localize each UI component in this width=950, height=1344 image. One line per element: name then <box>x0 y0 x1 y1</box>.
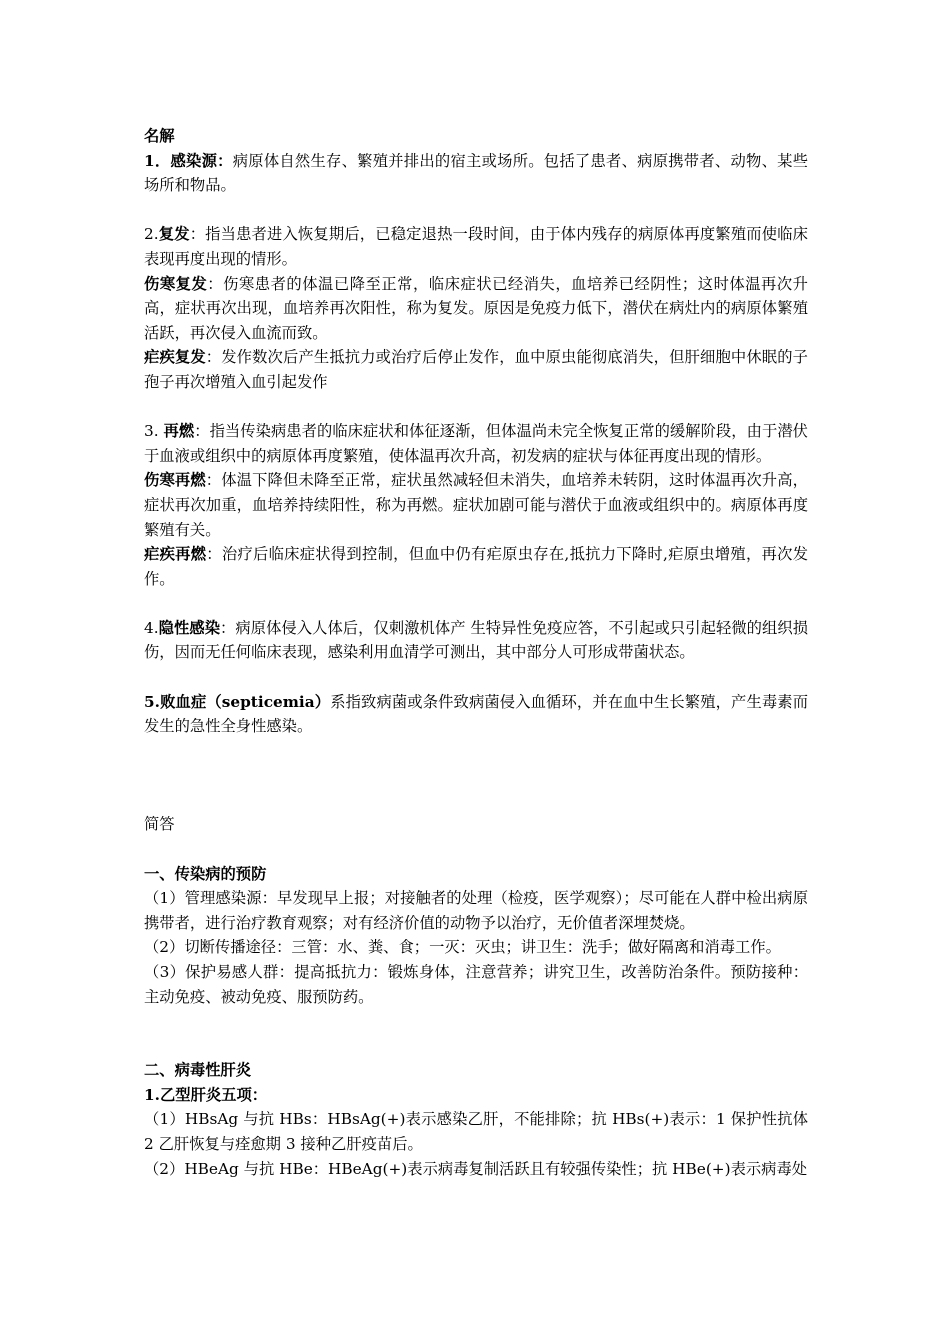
spacer <box>144 837 808 862</box>
spacer <box>144 591 808 616</box>
term-title: 败血症（septicemia） <box>159 692 331 711</box>
term-definition: ：伤寒患者的体温已降至正常，临床症状已经消失，血培养已经阴性；这时体温再次升高，症状再次出现，血培养再次阳性，称为复发。原因是免疫力低下，潜伏在病灶内的病原体繁殖活跃，再次侵入血流而致。 <box>144 274 808 342</box>
term-number: 5. <box>144 692 160 711</box>
term-definition: ：发作数次后产生抵抗力或治疗后停止发作，血中原虫能彻底消失，但肝细胞中休眠的子孢子再次增殖入血引起发作 <box>144 348 808 391</box>
topic-paragraph: （2）HBeAg 与抗 HBe：HBeAg(+)表示病毒复制活跃且有较强传染性；抗 HBe(+)表示病毒处 <box>144 1159 808 1178</box>
term-item-malaria-relapse <box>144 345 808 394</box>
term-title: 复发 <box>158 225 190 244</box>
spacer <box>144 198 808 223</box>
topic-title-prevention: 一、传染病的预防 <box>144 864 267 883</box>
term-definition: ：指当传染病患者的临床症状和体征逐渐，但体温尚未完全恢复正常的缓解阶段，由于潜伏于血液或组织中的病原体再度繁殖，使体温再次升高，初发病的症状与体征再度出现的情形。 <box>144 422 808 465</box>
term-definition: 系指致病菌或条件致病菌侵入血循环，并在血中生长繁殖，产生毒素而发生的急性全身性感染。 <box>144 692 808 736</box>
term-definition: ：指当患者进入恢复期后，已稳定退热一段时间，由于体内残存的病原体再度繁殖而使临床表现再度出现的情形。 <box>144 225 808 268</box>
short-answer-heading: 简答 <box>144 815 175 834</box>
term-title: 伤寒复发 <box>144 274 208 293</box>
term-title: 感染源： <box>170 151 233 170</box>
spacer <box>144 739 808 788</box>
term-number: 2. <box>144 225 159 244</box>
term-title: 隐性感染 <box>158 618 221 637</box>
spacer <box>144 395 808 420</box>
term-item-malaria-recrudescence <box>144 542 808 591</box>
topic-title-viral-hepatitis: 二、病毒性肝炎 <box>144 1061 252 1080</box>
term-number: 1． <box>144 151 171 170</box>
term-item-septicemia <box>144 690 808 739</box>
term-title: 再燃 <box>163 422 195 441</box>
spacer <box>144 1009 808 1058</box>
topic-paragraph: （1）HBsAg 与抗 HBs：HBsAg(+)表示感染乙肝，不能排除；抗 HBs(+)表示：1 保护性抗体 2 乙肝恢复与痊愈期 3 接种乙肝疫苗后。 <box>144 1110 808 1153</box>
term-number: 3. <box>144 422 164 441</box>
spacer <box>144 665 808 690</box>
term-title: 伤寒再燃 <box>144 471 206 490</box>
term-item-typhoid-relapse <box>144 272 808 346</box>
term-definition: ：治疗后临床症状得到控制，但血中仍有疟原虫存在,抵抗力下降时,疟原虫增殖，再次发作。 <box>144 545 808 588</box>
terms-heading: 名解 <box>144 127 175 145</box>
topic-paragraph: （2）切断传播途径：三管：水、粪、食；一灭：灭虫；讲卫生：洗手；做好隔离和消毒工作。 <box>144 938 781 957</box>
topic-paragraph: （3）保护易感人群：提高抵抗力：锻炼身体，注意营养；讲究卫生，改善防治条件。预防接种：主动免疫、被动免疫、服预防药。 <box>144 963 808 1006</box>
spacer <box>144 788 808 813</box>
term-definition: ：体温下降但未降至正常，症状虽然减轻但未消失，血培养未转阴，这时体温再次升高，症状再次加重，血培养持续阳性，称为再燃。症状加剧可能与潜伏于血液或组织中的。病原体再度繁殖有关。 <box>144 471 808 539</box>
term-title: 疟疾复发 <box>144 348 206 367</box>
term-item-recrudescence <box>144 419 808 468</box>
term-definition: ：病原体侵入人体后，仅刺激机体产 生特异性免疫应答，不引起或只引起轻微的组织损伤，因而无任何临床表现，感染利用血清学可测出，其中部分人可形成带菌状态。 <box>144 618 808 662</box>
document-page <box>144 124 808 1181</box>
term-item-infection-source <box>144 149 808 198</box>
term-definition: 病原体自然生存、繁殖并排出的宿主或场所。包括了患者、病原携带者、动物、某些场所和物品。 <box>144 151 808 195</box>
term-title: 疟疾再燃 <box>144 545 207 564</box>
topic-paragraph: （1）管理感染源：早发现早上报；对接触者的处理（检疫，医学观察）；尽可能在人群中检出病原携带者，进行治疗教育观察；对有经济价值的动物予以治疗，无价值者深埋焚烧。 <box>144 889 808 932</box>
topic-subtitle: 1.乙型肝炎五项： <box>144 1085 268 1104</box>
term-item-typhoid-recrudescence <box>144 468 808 542</box>
term-number: 4. <box>144 618 159 637</box>
term-item-inapparent-infection <box>144 616 808 665</box>
term-item-relapse <box>144 222 808 271</box>
